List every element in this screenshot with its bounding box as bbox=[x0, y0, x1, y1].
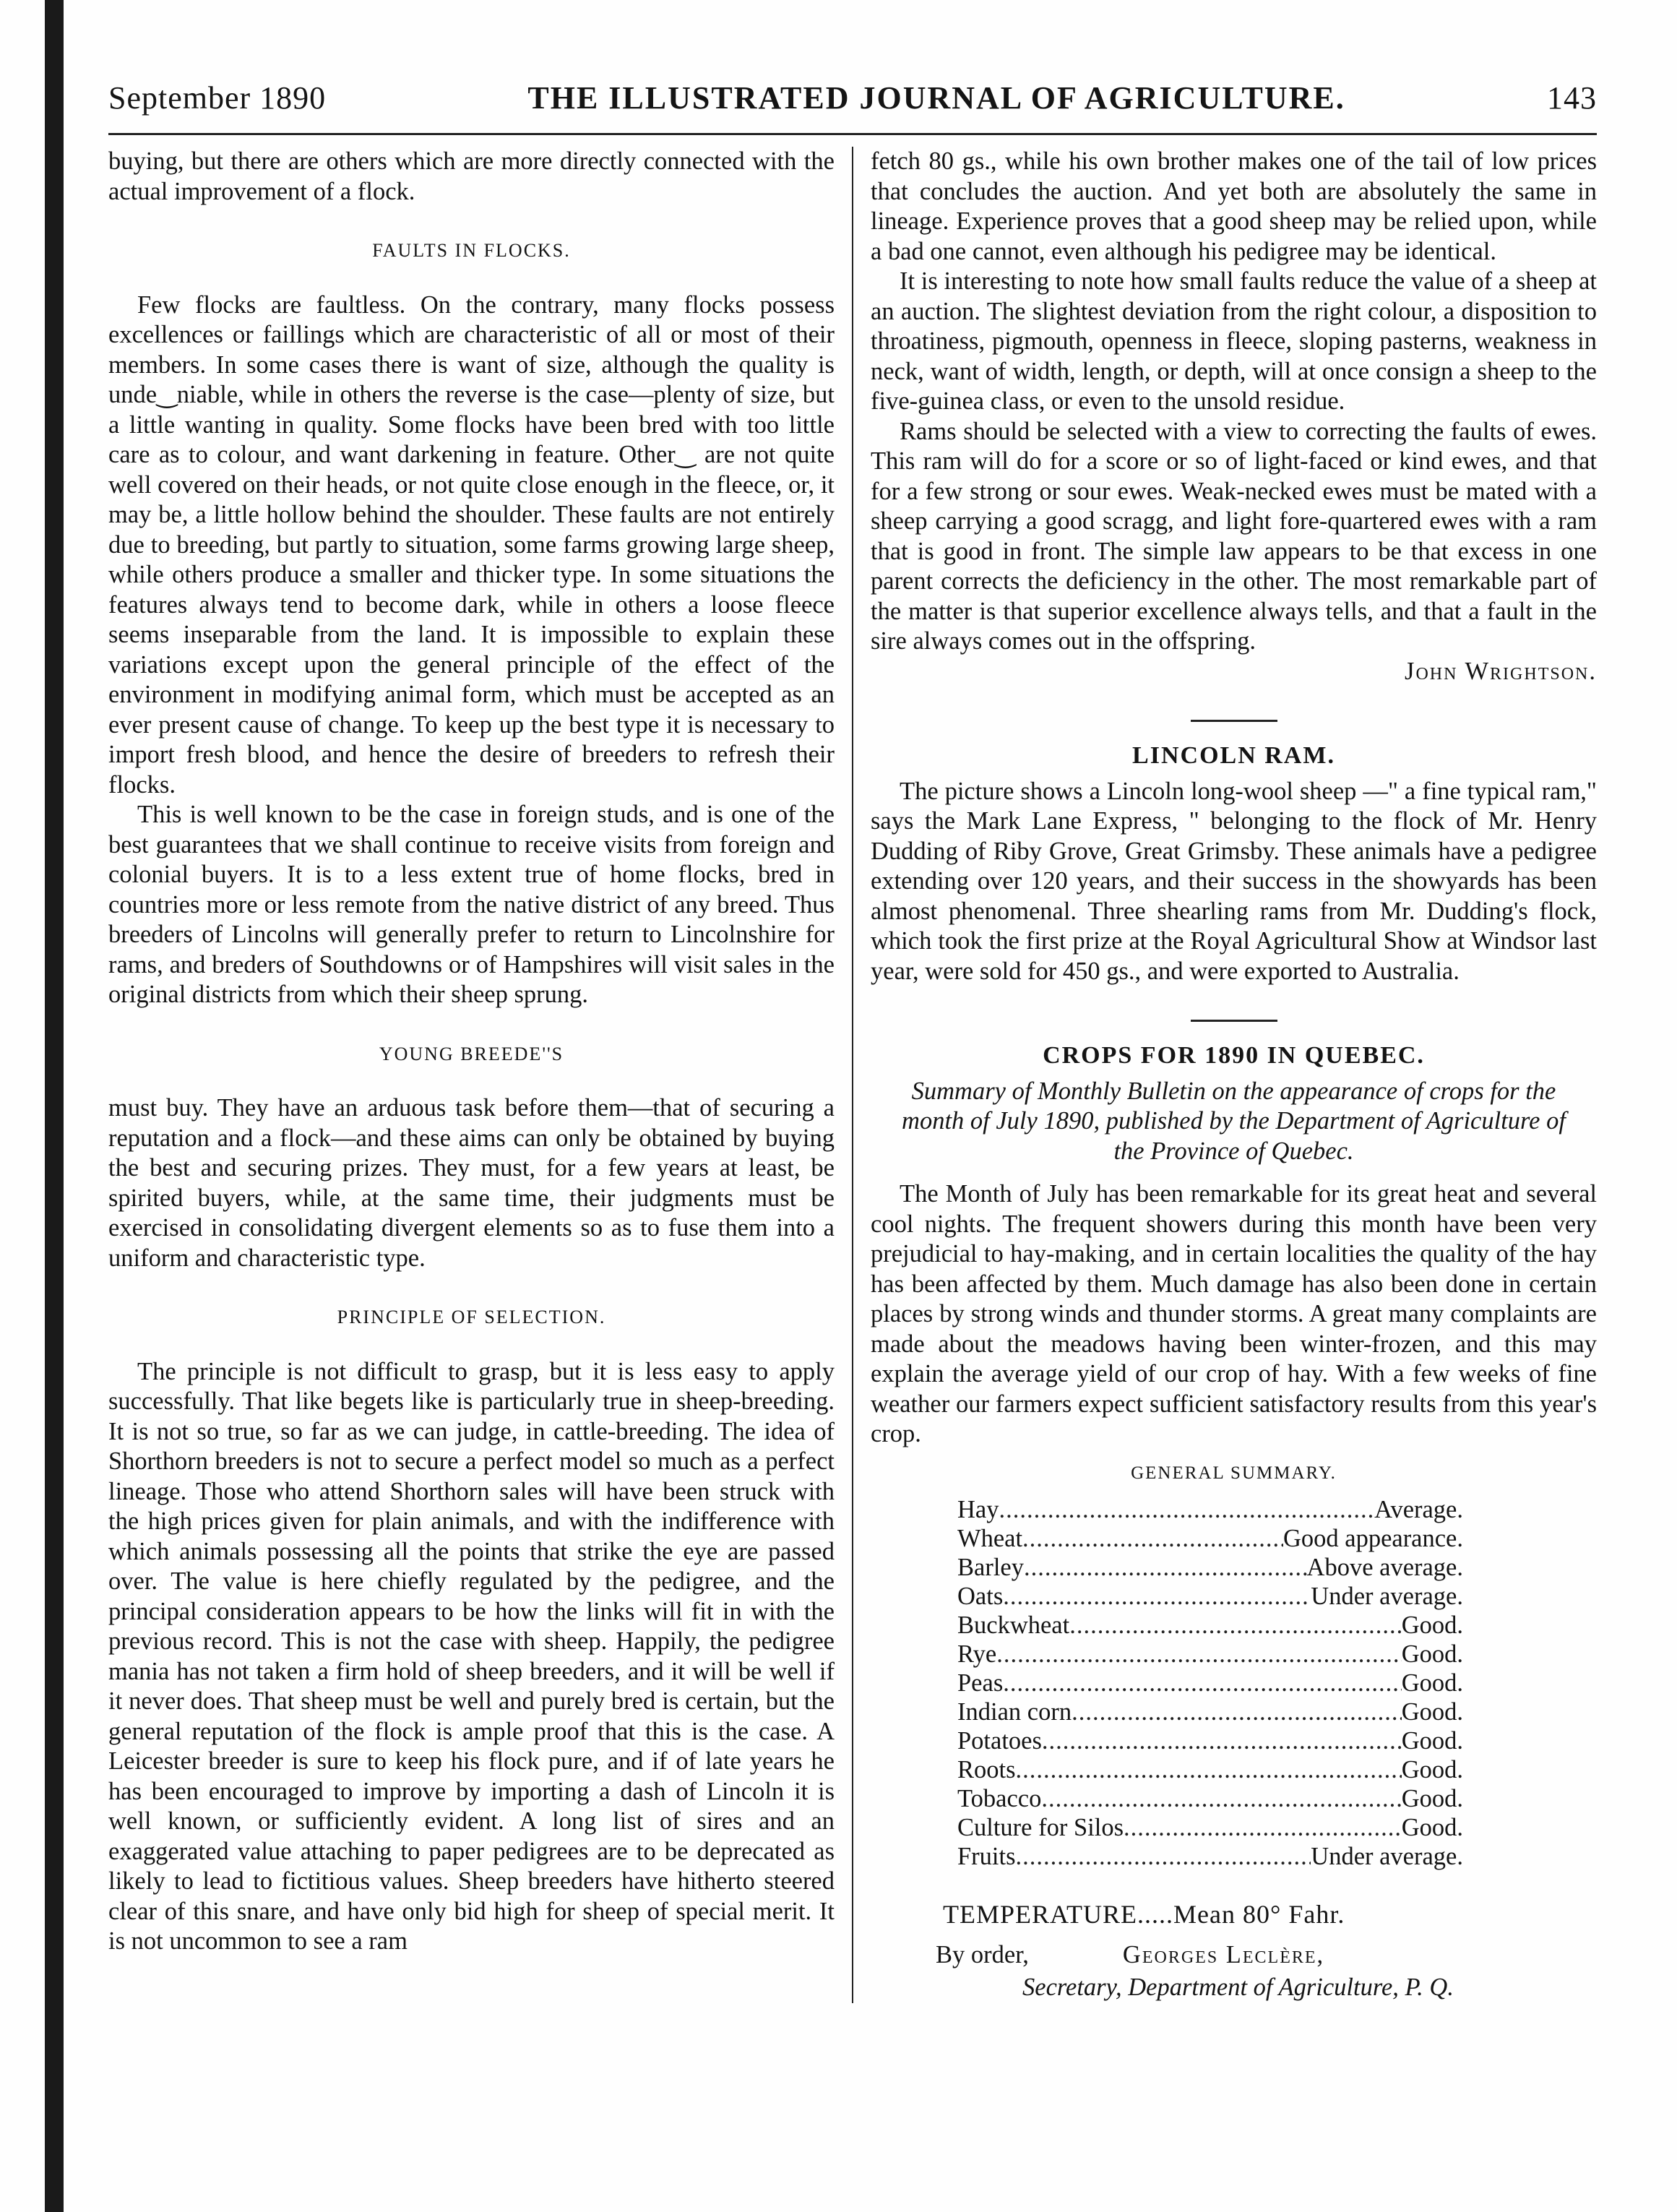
leader-dots bbox=[1016, 1842, 1311, 1872]
section-rule-1 bbox=[1191, 720, 1277, 722]
summary-row bbox=[957, 1611, 1463, 1640]
summary-row bbox=[957, 1553, 1463, 1582]
text-columns bbox=[108, 147, 1597, 2003]
summary-row bbox=[957, 1755, 1463, 1784]
crops-subtitle: Summary of Monthly Bulletin on the appearance of crops for the month of July 1890, published by the Department of Agriculture of the Province of Quebec. bbox=[902, 1077, 1566, 1165]
right-column bbox=[853, 147, 1597, 2003]
page-binding-edge bbox=[45, 0, 64, 2212]
rams-paragraph: Rams should be selected with a view to correcting the faults of ewes. This ram will do for a score or so of light-faced or kind ewes, and that for a few strong or sour ewes. Weak-necked ewes must be mated with a sheep carrying a good scragg, and light fore-quartered ewes with a ram that is good in front. The simple law appears to be that excess in one parent corrects the deficiency in the other. The most remarkable part of the matter is that superior excellence always tells, and that a fault in the sire always comes out in the offspring. bbox=[871, 417, 1597, 655]
crop-status: Under average. bbox=[1311, 1843, 1463, 1870]
crop-status: Good. bbox=[1401, 1727, 1463, 1755]
left-column bbox=[108, 147, 852, 2003]
crop-name: Indian corn bbox=[957, 1698, 1072, 1726]
young-breeders-paragraph: must buy. They have an arduous task before them—that of securing a reputation and a flock—and these aims can only be obtained by buying the best and securing prizes. They must, for a few years at least, be spirited buyers, while, at the same time, their judgments must be exercised in consolidating divergent elements so as to fuse them into a uniform and characteristic type. bbox=[108, 1094, 835, 1272]
leader-dots bbox=[996, 1640, 1402, 1670]
principle-heading: PRINCIPLE OF SELECTION. bbox=[337, 1307, 606, 1327]
crop-name: Roots bbox=[957, 1756, 1016, 1783]
secretary-name: Georges Leclère, bbox=[1122, 1940, 1325, 1968]
young-breeders-heading: YOUNG BREEDE''S bbox=[379, 1043, 564, 1064]
leader-dots bbox=[1124, 1813, 1402, 1843]
leader-dots bbox=[999, 1495, 1374, 1525]
right-opening-paragraph: fetch 80 gs., while his own brother makes one of the tail of low prices that concludes the auction. And yet both are absolutely the same in lineage. Experience proves that a good sheep may be relied upon, while a bad one cannot, even although his pedigree may be identical. bbox=[871, 147, 1597, 265]
crop-name: Buckwheat bbox=[957, 1611, 1070, 1639]
temperature-line: TEMPERATURE.....Mean 80° Fahr. bbox=[943, 1900, 1345, 1929]
section-rule-2 bbox=[1191, 1020, 1277, 1022]
summary-row bbox=[957, 1697, 1463, 1726]
summary-row bbox=[957, 1582, 1463, 1611]
crop-name: Rye bbox=[957, 1640, 997, 1668]
crop-status: Good. bbox=[1401, 1611, 1463, 1639]
crop-status: Good. bbox=[1401, 1669, 1463, 1697]
crop-name: Culture for Silos bbox=[957, 1814, 1124, 1841]
summary-row bbox=[957, 1669, 1463, 1697]
journal-page bbox=[108, 79, 1597, 2003]
order-line bbox=[936, 1940, 1597, 1971]
leader-dots bbox=[1016, 1755, 1402, 1786]
summary-row bbox=[957, 1524, 1463, 1553]
crop-status: Good. bbox=[1401, 1785, 1463, 1812]
leader-dots bbox=[1041, 1784, 1401, 1815]
summary-row bbox=[957, 1726, 1463, 1755]
crop-status: Average. bbox=[1374, 1496, 1463, 1523]
leader-dots bbox=[1069, 1611, 1402, 1641]
header-journal-title: THE ILLUSTRATED JOURNAL OF AGRICULTURE. bbox=[527, 80, 1345, 116]
leader-dots bbox=[1003, 1669, 1401, 1699]
header-date: September 1890 bbox=[108, 80, 327, 116]
crops-paragraph: The Month of July has been remarkable for its great heat and several cool nights. The frequent showers during this month have been very prejudicial to hay-making, and in certain localities the quality of the hay has been affected by them. Much damage has also been done in certain places by strong winds and thunder storms. A great many complaints are made about the meadows having been winter-frozen, and this may explain the average yield of our crop of hay. With a few weeks of fine weather our farmers expect sufficient satisfactory results from this year's crop. bbox=[871, 1180, 1597, 1447]
crop-name: Wheat bbox=[957, 1525, 1023, 1552]
lincoln-ram-heading: LINCOLN RAM. bbox=[1132, 742, 1335, 769]
auction-paragraph: It is interesting to note how small faults reduce the value of a sheep at an auction. The slightest deviation from the right colour, a disposition to throatiness, pigmouth, openness in fleece, sloping pasterns, weakness in neck, want of width, length, or depth, will at once consign a sheep to the five-guinea class, or even to the unsold residue. bbox=[871, 267, 1597, 415]
secretary-title: Secretary, Department of Agriculture, P. Q. bbox=[1022, 1974, 1454, 2001]
crop-name: Potatoes bbox=[957, 1727, 1042, 1755]
principle-paragraph: The principle is not difficult to grasp, but it is less easy to apply successfully. That like begets like is particularly true in sheep-breeding. It is not so true, so far as we can judge, in cattle-breeding. The idea of Shorthorn breeders is not to secure a perfect model so much as a perfect lineage. Those who attend Shorthorn sales will have been struck with the high prices given for plain animals, and with the indifference with which animals possessing all the points that strike the eye are passed over. The value is here chiefly regulated by the pedigree, and the principal consideration appears to be how the links will fit in with the previous record. This is not the case with sheep. Happily, the pedigree mania has not taken a firm hold of sheep breeders, and it will be well if it never does. That sheep must be well and purely bred is certain, but the general reputation of the flock is ample proof that this is the case. A Leicester breeder is sure to keep his flock pure, and if of late years he has been encouraged to improve by importing a dash of Lincoln it is well known, or sufficiently evident. A long list of sires and an exaggerated value attaching to paper pedigrees are to be deprecated as likely to lead to fictitious values. Sheep breeders have hitherto steered clear of this snare, and have only bid high for sheep of special merit. It is not uncommon to see a ram bbox=[108, 1357, 835, 1955]
summary-row bbox=[957, 1640, 1463, 1669]
faults-paragraph-1: Few flocks are faultless. On the contrary, many flocks possess excellences or faillings which are characteristic of all or most of their members. In some cases there is want of size, although the quality is unde‿niable, while in others the reverse is the case—plenty of size, but a little wanting in quality. Some flocks have been bred with too little care as to colour, and want darkening in feature. Other‿ are not quite well covered on their heads, or not quite close enough in the fleece, or, it may be, a little hollow behind the shoulder. These faults are not entirely due to breeding, but partly to situation, some farms growing large sheep, while others produce a smaller and thicker type. In some situations the features always tend to become dark, while in others a loose fleece seems inseparable from the land. It is impossible to explain these variations except upon the general principle of the effect of the environment in modifying animal form, which must be accepted as an ever present cause of change. To keep up the best type it is necessary to import fresh blood, and hence the desire of breeders to refresh their flocks. bbox=[108, 291, 835, 799]
crop-name: Hay bbox=[957, 1496, 999, 1523]
header-rule bbox=[108, 133, 1597, 135]
crops-heading: CROPS FOR 1890 IN QUEBEC. bbox=[1043, 1042, 1425, 1069]
crop-status: Good. bbox=[1401, 1756, 1463, 1783]
by-order-text: By order, bbox=[936, 1940, 1029, 1968]
crop-status: Good. bbox=[1401, 1698, 1463, 1726]
leader-dots bbox=[1042, 1726, 1402, 1757]
crop-name: Peas bbox=[957, 1669, 1004, 1697]
crop-name: Oats bbox=[957, 1583, 1004, 1610]
left-opening-paragraph: buying, but there are others which are more directly connected with the actual improvement of a flock. bbox=[108, 147, 835, 205]
crop-name: Barley bbox=[957, 1554, 1024, 1581]
crop-status: Above average. bbox=[1306, 1554, 1463, 1581]
summary-row bbox=[957, 1495, 1463, 1524]
crop-status: Under average. bbox=[1311, 1583, 1463, 1610]
summary-row bbox=[957, 1784, 1463, 1813]
leader-dots bbox=[1072, 1697, 1402, 1728]
leader-dots bbox=[1003, 1582, 1311, 1612]
faults-paragraph-2: This is well known to be the case in foreign studs, and is one of the best guarantees that we shall continue to receive visits from foreign and colonial buyers. It is to a less extent true of home flocks, bred in countries more or less remote from the native district of any breed. Thus breeders of Lincolns will generally prefer to return to Lincolnshire for rams, and breders of Southdowns or of Hampshires will visit sales in the original districts from which their sheep sprung. bbox=[108, 801, 835, 1008]
lincoln-ram-paragraph: The picture shows a Lincoln long-wool sheep —" a fine typical ram," says the Mark Lane Express, " belonging to the flock of Mr. Henry Dudding of Riby Grove, Great Grimsby. These animals have a pedigree extending over 120 years, and their success in the showyards has been almost phenomenal. Three shearling rams from Mr. Dudding's flock, which took the first prize at the Royal Agricultural Show at Windsor last year, were sold for 450 gs., and were exported to Australia. bbox=[871, 777, 1597, 985]
leader-dots bbox=[1022, 1524, 1283, 1554]
running-header bbox=[108, 79, 1597, 130]
summary-row bbox=[957, 1813, 1463, 1842]
crop-status: Good. bbox=[1401, 1640, 1463, 1668]
faults-heading: FAULTS IN FLOCKS. bbox=[372, 240, 571, 261]
author-signature: John Wrightson. bbox=[1405, 657, 1597, 685]
crop-status: Good appearance. bbox=[1282, 1525, 1463, 1552]
crop-name: Tobacco bbox=[957, 1785, 1042, 1812]
crop-name: Fruits bbox=[957, 1843, 1016, 1870]
summary-row bbox=[957, 1842, 1463, 1871]
crop-summary-table bbox=[957, 1495, 1463, 1871]
crop-status: Good. bbox=[1401, 1814, 1463, 1841]
leader-dots bbox=[1024, 1553, 1307, 1583]
header-page-number: 143 bbox=[1547, 80, 1597, 116]
general-summary-heading: GENERAL SUMMARY. bbox=[1131, 1463, 1337, 1483]
